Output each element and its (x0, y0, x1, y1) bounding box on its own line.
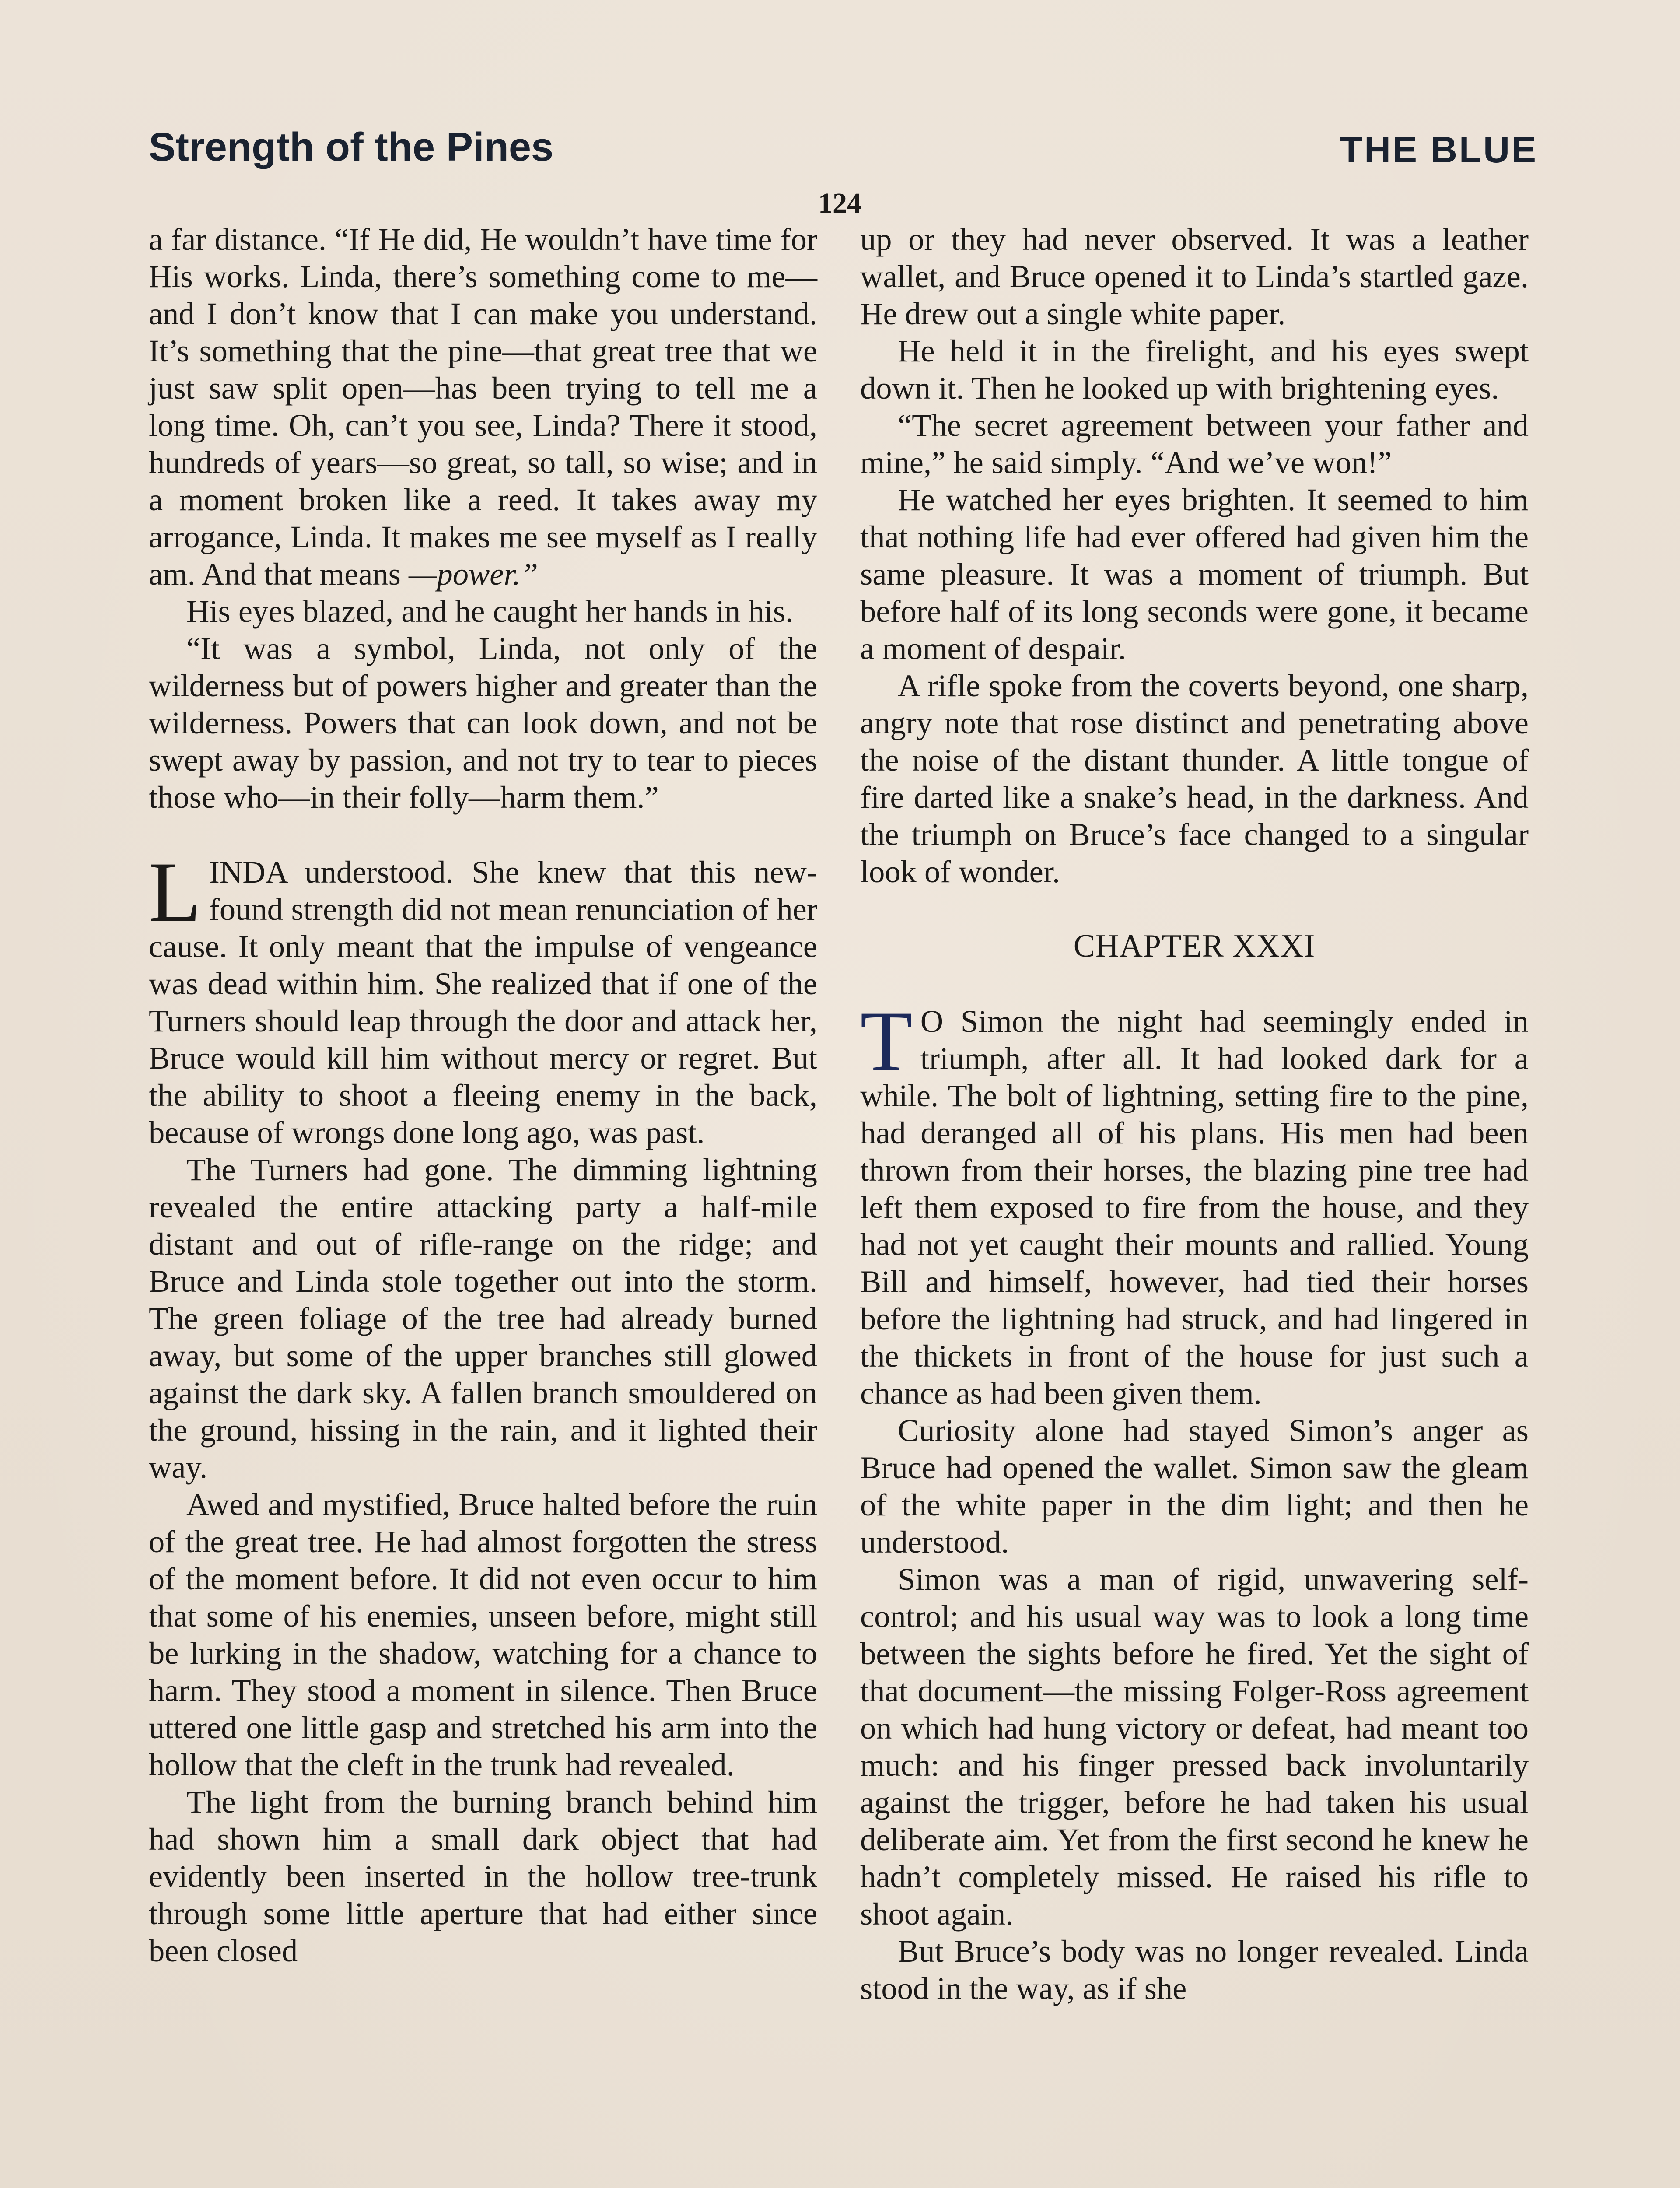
paragraph (149, 221, 817, 593)
right-column (860, 221, 1529, 2007)
paragraph-with-drop-cap (860, 994, 1529, 1412)
paragraph: The Turners had gone. The dimming lightning revealed the entire attacking party a half-mile distant and out of rifle-range on the ridge; and Bruce and Linda stole together out into the storm. The green foliage of the tree had already burned away, but some of the upper branches still glowed against the dark sky. A fallen branch smouldered on the ground, hissing in the rain, and it lighted their way. (149, 1152, 817, 1485)
paragraph: Curiosity alone had stayed Simon’s anger as Bruce had opened the wallet. Simon saw the gleam of the white paper in the dim light; and then he understood. (860, 1413, 1529, 1560)
paragraph: But Bruce’s body was no longer revealed. Linda stood in the way, as if she (860, 1933, 1529, 2006)
paragraph: The light from the burning branch behind him had shown him a small dark object that had evidently been inserted in the hollow tree-trunk through some little aperture that had either since been closed (149, 1784, 817, 1968)
paragraph-text: O Simon the night had seemingly ended in triumph, after all. It had looked dark for a while. The bolt of lightning, setting fire to the pine, had deranged all of his plans. His men had been thrown from their horses, the blazing pine tree had left them exposed to fire from the house, and they had not yet caught their mounts and rallied. Young Bill and himself, however, had tied their horses before the lightning had struck, and had lingered in the thickets in front of the house for just such a chance as had been given them. (860, 1003, 1529, 1411)
paragraph: He watched her eyes brighten. It seemed to him that nothing life had ever offered had given him the same pleasure. It was a moment of triumph. But before half of its long seconds were gone, it became a moment of despair. (860, 482, 1529, 666)
paragraph: Awed and mystified, Bruce halted before the ruin of the great tree. He had almost forgotten the stress of the moment before. It did not even occur to him that some of his enemies, unseen before, might still be lurking in the shadow, watching for a chance to harm. They stood a moment in silence. Then Bruce uttered one little gasp and stretched his arm into the hollow that the cleft in the trunk had revealed. (149, 1487, 817, 1782)
paragraph-text: INDA understood. She knew that this new-found strength did not mean renunciation of her cause. It only meant that the impulse of vengeance was dead within him. She realized that if one of the Turners should leap through the door and attack her, Bruce would kill him without mercy or regret. But the ability to shoot a fleeing enemy in the back, because of wrongs done long ago, was past. (149, 854, 817, 1150)
paragraph: “It was a symbol, Linda, not only of the wilderness but of powers higher and greater than the wilderness. Powers that can look down, and not be swept away by passion, and not try to tear to pieces those who—in their folly—harm them.” (149, 631, 817, 815)
drop-cap: L (149, 845, 201, 940)
paragraph-with-drop-cap (149, 845, 817, 1151)
story-title: Strength of the Pines (149, 125, 554, 169)
chapter-heading: CHAPTER XXXI (1073, 928, 1316, 964)
paragraph-text: a far distance. “If He did, He wouldn’t have time for His works. Linda, there’s something come to me—and I don’t know that I can make you understand. It’s something that the pine—that great tree that we just saw split open—has been trying to tell me a long time. Oh, can’t you see, Linda? There it stood, hundreds of years—so great, so tall, so wise; and in a moment broken like a reed. It takes away my arrogance, Linda. It makes me see myself as I really am. And that means (149, 221, 817, 592)
left-column (149, 221, 817, 1969)
magazine-name: THE BLUE (1340, 129, 1538, 170)
drop-cap: T (860, 994, 913, 1089)
page-number: 124 (818, 187, 861, 219)
section-break (860, 965, 1529, 1003)
paragraph: His eyes blazed, and he caught her hands in his. (186, 593, 794, 629)
paragraph: “The secret agreement between your father and mine,” he said simply. “And we’ve won!” (860, 407, 1529, 480)
section-break (149, 816, 817, 853)
section-break (860, 890, 1529, 928)
paragraph: He held it in the firelight, and his eyes swept down it. Then he looked up with brightening eyes. (860, 333, 1529, 406)
emphasis-text: —power.” (408, 556, 539, 592)
paragraph: up or they had never observed. It was a leather wallet, and Bruce opened it to Linda’s startled gaze. He drew out a single white paper. (860, 221, 1529, 331)
paragraph: Simon was a man of rigid, unwavering self-control; and his usual way was to look a long time between the sights before he fired. Yet the sight of that document—the missing Folger-Ross agreement on which had hung victory or defeat, had meant too much: and his finger pressed back involuntarily against the trigger, before he had taken his usual deliberate aim. Yet from the first second he knew he hadn’t completely missed. He raised his rifle to shoot again. (860, 1561, 1529, 1932)
paragraph: A rifle spoke from the coverts beyond, one sharp, angry note that rose distinct and penetrating above the noise of the distant thunder. A little tongue of fire darted like a snake’s head, in the darkness. And the triumph on Bruce’s face changed to a singular look of wonder. (860, 668, 1529, 889)
